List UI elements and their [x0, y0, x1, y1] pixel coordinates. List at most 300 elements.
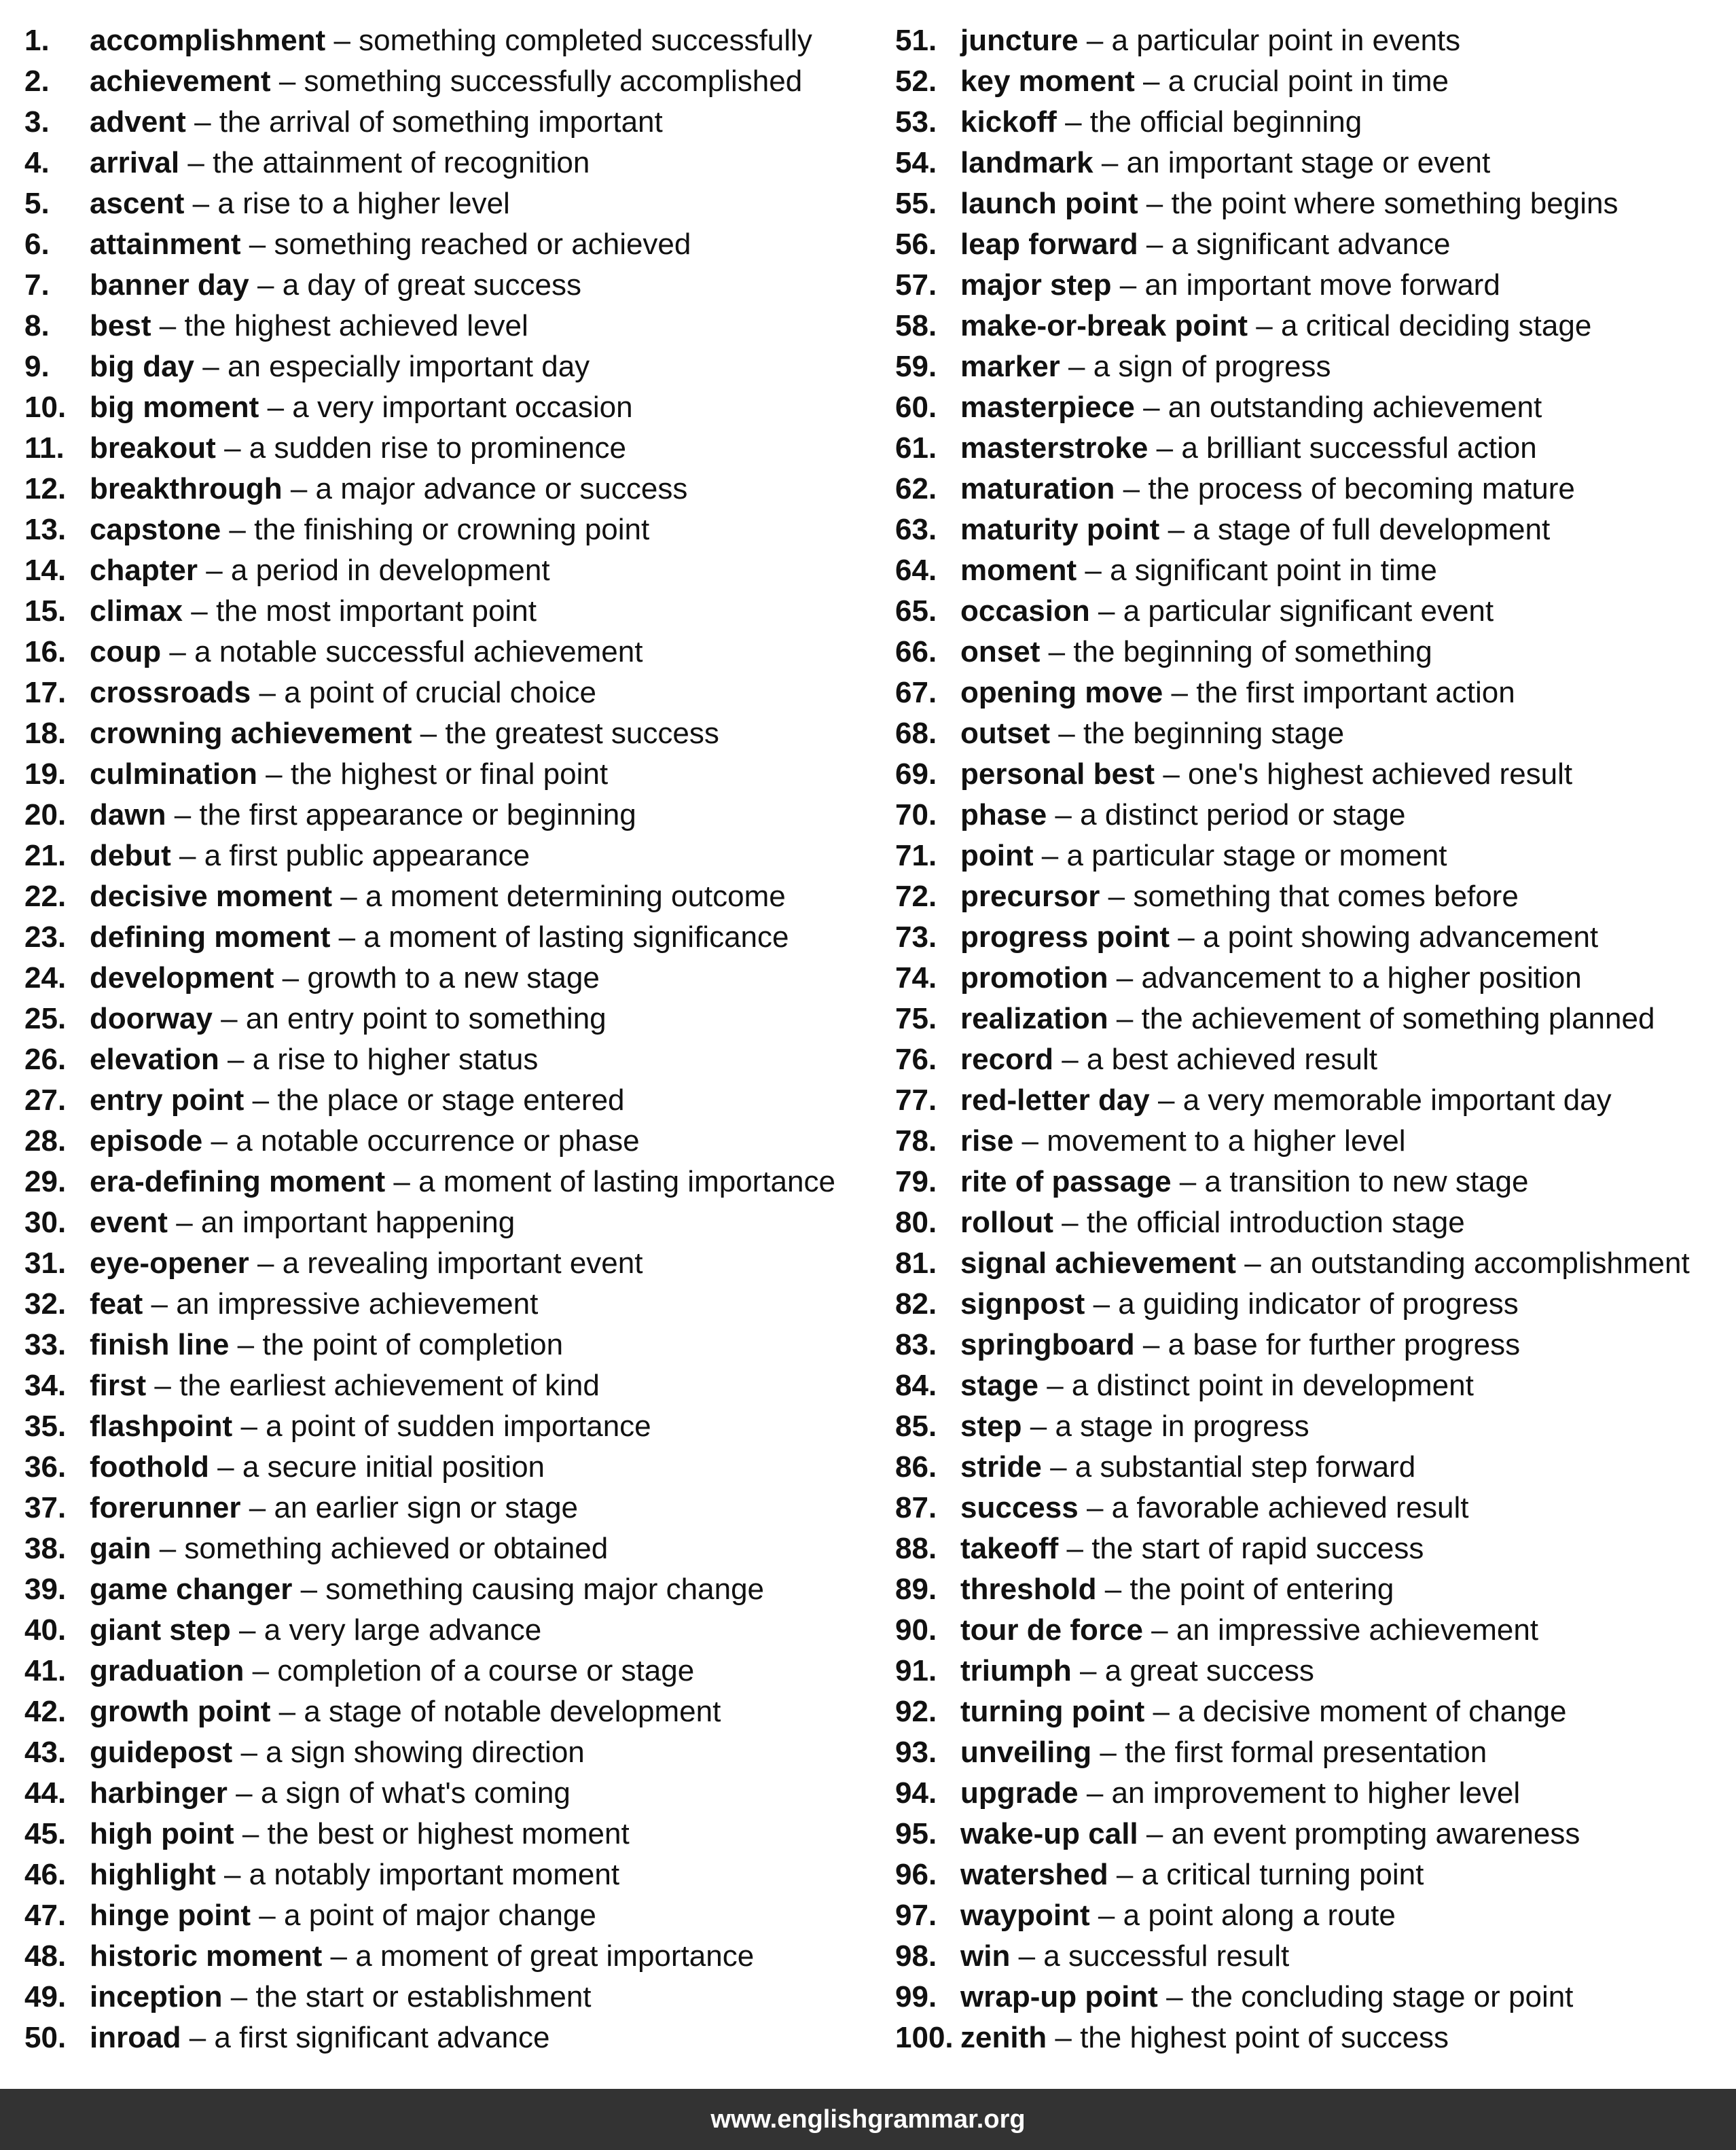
item-number: 41. [24, 1654, 67, 1687]
item-number: 5. [24, 187, 50, 220]
list-item [24, 1610, 867, 1651]
item-number: 66. [895, 635, 937, 668]
item-definition: a best achieved result [1086, 1043, 1377, 1076]
list-item [24, 102, 867, 143]
item-term: breakthrough [90, 472, 283, 505]
item-definition: the arrival of something important [219, 105, 663, 139]
item-definition: a critical turning point [1141, 1858, 1424, 1891]
item-number: 99. [895, 1980, 937, 2013]
list-item [24, 1162, 867, 1202]
list-item [895, 1651, 1724, 1691]
item-separator: – [1153, 1695, 1170, 1728]
item-number: 33. [24, 1328, 67, 1361]
list-item [24, 2018, 867, 2058]
list-item [895, 550, 1724, 591]
item-separator: – [1018, 1939, 1036, 1973]
item-definition: a moment determining outcome [365, 880, 786, 913]
item-definition: the finishing or crowning point [254, 513, 650, 546]
item-separator: – [1098, 1899, 1115, 1932]
item-number: 36. [24, 1450, 67, 1484]
item-definition: a guiding indicator of progress [1118, 1287, 1519, 1321]
list-item [895, 591, 1724, 632]
item-term: occasion [960, 594, 1090, 628]
item-number: 28. [24, 1124, 67, 1158]
item-term: finish line [90, 1328, 230, 1361]
item-number: 6. [24, 228, 50, 261]
list-item [24, 836, 867, 876]
item-number: 73. [895, 920, 937, 954]
item-number: 1. [24, 24, 50, 57]
item-definition: the place or stage entered [277, 1083, 625, 1117]
item-definition: an important stage or event [1126, 146, 1491, 179]
item-definition: one's highest achieved result [1188, 757, 1573, 791]
item-term: best [90, 309, 151, 342]
list-item [895, 387, 1724, 428]
item-separator: – [290, 472, 308, 505]
item-number: 20. [24, 798, 67, 831]
item-term: accomplishment [90, 24, 326, 57]
list-item [24, 876, 867, 917]
item-definition: a very large advance [264, 1613, 542, 1647]
item-term: dawn [90, 798, 166, 831]
item-term: elevation [90, 1043, 219, 1076]
list-item [895, 1284, 1724, 1325]
item-number: 68. [895, 717, 937, 750]
item-definition: a stage of full development [1193, 513, 1551, 546]
item-definition: the highest or final point [290, 757, 609, 791]
list-item [24, 469, 867, 509]
item-term: zenith [960, 2021, 1047, 2054]
item-term: phase [960, 798, 1047, 831]
item-term: tour de force [960, 1613, 1143, 1647]
item-term: culmination [90, 757, 257, 791]
item-definition: the first appearance or beginning [199, 798, 636, 831]
item-definition: the first important action [1196, 676, 1515, 709]
item-definition: a stage of notable development [304, 1695, 721, 1728]
item-term: highlight [90, 1858, 216, 1891]
item-term: maturity point [960, 513, 1160, 546]
item-term: coup [90, 635, 162, 668]
list-item [24, 224, 867, 265]
item-separator: – [333, 24, 350, 57]
item-term: rise [960, 1124, 1014, 1158]
item-separator: – [206, 554, 223, 587]
item-number: 65. [895, 594, 937, 628]
item-number: 42. [24, 1695, 67, 1728]
item-number: 96. [895, 1858, 937, 1891]
item-term: precursor [960, 880, 1100, 913]
item-definition: completion of a course or stage [277, 1654, 695, 1687]
item-term: signal achievement [960, 1247, 1236, 1280]
item-definition: a notably important moment [249, 1858, 620, 1891]
list-item [24, 1936, 867, 1977]
list-item [895, 876, 1724, 917]
item-number: 79. [895, 1165, 937, 1198]
list-item [895, 346, 1724, 387]
footer-website-link[interactable]: www.englishgrammar.org [0, 2089, 1736, 2150]
item-number: 100. [895, 2021, 954, 2054]
item-separator: – [1021, 1124, 1039, 1158]
list-item [895, 61, 1724, 102]
item-term: arrival [90, 146, 180, 179]
list-item [24, 183, 867, 224]
item-term: feat [90, 1287, 143, 1321]
item-number: 17. [24, 676, 67, 709]
item-term: flashpoint [90, 1410, 233, 1443]
item-term: watershed [960, 1858, 1108, 1891]
item-definition: a decisive moment of change [1178, 1695, 1567, 1728]
list-item [895, 1773, 1724, 1814]
item-term: first [90, 1369, 147, 1402]
right-column [895, 20, 1724, 2058]
list-item [895, 1365, 1724, 1406]
list-item [24, 387, 867, 428]
item-separator: – [1055, 798, 1072, 831]
item-separator: – [236, 1776, 253, 1810]
left-column [24, 20, 867, 2058]
item-separator: – [1151, 1613, 1168, 1647]
item-separator: – [1098, 594, 1115, 628]
list-item [895, 1977, 1724, 2018]
item-definition: a particular point in events [1111, 24, 1461, 57]
item-definition: a point of sudden importance [266, 1410, 651, 1443]
item-definition: a point showing advancement [1202, 920, 1599, 954]
item-separator: – [1244, 1247, 1261, 1280]
item-number: 75. [895, 1002, 937, 1035]
item-separator: – [1041, 839, 1059, 872]
item-number: 23. [24, 920, 67, 954]
list-item [24, 1651, 867, 1691]
item-term: growth point [90, 1695, 271, 1728]
item-term: giant step [90, 1613, 231, 1647]
item-separator: – [267, 391, 285, 424]
item-term: key moment [960, 65, 1135, 98]
item-separator: – [187, 146, 204, 179]
item-definition: a moment of lasting importance [418, 1165, 835, 1198]
item-definition: an improvement to higher level [1111, 1776, 1521, 1810]
item-term: stage [960, 1369, 1038, 1402]
item-definition: a transition to new stage [1204, 1165, 1529, 1198]
list-item [895, 306, 1724, 346]
item-definition: a critical deciding stage [1280, 309, 1592, 342]
item-number: 67. [895, 676, 937, 709]
item-term: win [960, 1939, 1011, 1973]
item-definition: a notable successful achievement [194, 635, 643, 668]
item-definition: an outstanding achievement [1168, 391, 1542, 424]
item-term: harbinger [90, 1776, 228, 1810]
item-separator: – [179, 839, 196, 872]
item-number: 46. [24, 1858, 67, 1891]
item-number: 87. [895, 1491, 937, 1524]
item-separator: – [1086, 1776, 1104, 1810]
item-separator: – [1100, 1736, 1117, 1769]
item-term: forerunner [90, 1491, 241, 1524]
item-definition: something causing major change [325, 1573, 765, 1606]
item-separator: – [1101, 146, 1119, 179]
item-separator: – [340, 880, 357, 913]
list-item [24, 1691, 867, 1732]
list-item [24, 632, 867, 673]
item-number: 89. [895, 1573, 937, 1606]
item-number: 84. [895, 1369, 937, 1402]
item-separator: – [211, 1124, 228, 1158]
item-definition: the highest point of success [1080, 2021, 1449, 2054]
list-item [895, 1243, 1724, 1284]
item-number: 4. [24, 146, 50, 179]
item-separator: – [221, 1002, 238, 1035]
item-definition: a particular stage or moment [1066, 839, 1447, 872]
item-definition: the beginning of something [1073, 635, 1432, 668]
item-term: make-or-break point [960, 309, 1248, 342]
item-term: threshold [960, 1573, 1097, 1606]
list-item [895, 1855, 1724, 1895]
item-separator: – [230, 1980, 248, 2013]
list-item [895, 1814, 1724, 1855]
item-term: foothold [90, 1450, 209, 1484]
item-separator: – [1062, 1206, 1079, 1239]
item-term: crossroads [90, 676, 251, 709]
item-separator: – [393, 1165, 410, 1198]
item-definition: a stage in progress [1055, 1410, 1309, 1443]
item-definition: the most important point [215, 594, 537, 628]
item-number: 30. [24, 1206, 67, 1239]
item-term: point [960, 839, 1034, 872]
list-item [895, 1732, 1724, 1773]
list-item [24, 346, 867, 387]
list-item [24, 550, 867, 591]
item-definition: a moment of great importance [355, 1939, 755, 1973]
item-definition: a successful result [1043, 1939, 1290, 1973]
list-item [24, 20, 867, 61]
item-definition: something that comes before [1133, 880, 1519, 913]
list-item [895, 102, 1724, 143]
list-item [895, 265, 1724, 306]
list-item [24, 1039, 867, 1080]
item-term: onset [960, 635, 1041, 668]
list-item [24, 306, 867, 346]
item-term: crowning achievement [90, 717, 412, 750]
item-definition: a brilliant successful action [1181, 431, 1537, 465]
item-number: 54. [895, 146, 937, 179]
item-separator: – [1055, 2021, 1072, 2054]
item-definition: the first formal presentation [1125, 1736, 1487, 1769]
item-separator: – [1158, 1083, 1175, 1117]
item-separator: – [240, 1736, 257, 1769]
item-definition: an important happening [200, 1206, 516, 1239]
item-term: masterpiece [960, 391, 1135, 424]
item-number: 40. [24, 1613, 67, 1647]
item-number: 18. [24, 717, 67, 750]
item-definition: a distinct point in development [1071, 1369, 1474, 1402]
item-term: marker [960, 350, 1060, 383]
item-separator: – [154, 1369, 171, 1402]
list-item [24, 1243, 867, 1284]
item-definition: a crucial point in time [1168, 65, 1449, 98]
list-item [24, 1488, 867, 1528]
item-separator: – [1116, 1002, 1134, 1035]
list-item [24, 1365, 867, 1406]
item-definition: a distinct period or stage [1080, 798, 1406, 831]
item-separator: – [1086, 1491, 1104, 1524]
item-number: 91. [895, 1654, 937, 1687]
list-item [24, 1732, 867, 1773]
list-item [24, 713, 867, 754]
list-item [24, 1814, 867, 1855]
list-item [24, 1202, 867, 1243]
item-definition: a base for further progress [1168, 1328, 1521, 1361]
item-number: 69. [895, 757, 937, 791]
item-number: 71. [895, 839, 937, 872]
item-term: stride [960, 1450, 1042, 1484]
item-number: 34. [24, 1369, 67, 1402]
item-term: inroad [90, 2021, 181, 2054]
item-definition: something achieved or obtained [184, 1532, 609, 1565]
item-term: kickoff [960, 105, 1057, 139]
item-definition: a rise to a higher level [217, 187, 510, 220]
item-term: banner day [90, 268, 249, 302]
list-item [895, 713, 1724, 754]
item-separator: – [192, 187, 210, 220]
list-item [24, 1284, 867, 1325]
item-separator: – [330, 1939, 347, 1973]
item-separator: – [1086, 24, 1104, 57]
item-definition: a significant point in time [1110, 554, 1437, 587]
item-term: major step [960, 268, 1112, 302]
item-term: ascent [90, 187, 185, 220]
item-separator: – [257, 268, 274, 302]
item-term: defining moment [90, 920, 331, 954]
item-definition: a rise to higher status [252, 1043, 539, 1076]
item-definition: an outstanding accomplishment [1269, 1247, 1690, 1280]
item-separator: – [252, 1083, 270, 1117]
item-definition: something completed successfully [359, 24, 812, 57]
item-separator: – [1047, 1369, 1064, 1402]
item-number: 85. [895, 1410, 937, 1443]
list-item [24, 509, 867, 550]
item-number: 14. [24, 554, 67, 587]
item-term: record [960, 1043, 1053, 1076]
item-term: landmark [960, 146, 1093, 179]
item-term: red-letter day [960, 1083, 1150, 1117]
item-definition: an event prompting awareness [1171, 1817, 1580, 1850]
list-item [895, 428, 1724, 469]
item-number: 15. [24, 594, 67, 628]
item-separator: – [278, 1695, 296, 1728]
item-number: 90. [895, 1613, 937, 1647]
item-separator: – [338, 920, 356, 954]
list-item [895, 999, 1724, 1039]
item-term: eye-opener [90, 1247, 249, 1280]
item-term: event [90, 1206, 168, 1239]
list-item [24, 428, 867, 469]
item-definition: the earliest achievement of kind [179, 1369, 600, 1402]
list-item [895, 143, 1724, 183]
item-separator: – [300, 1573, 318, 1606]
item-definition: a substantial step forward [1074, 1450, 1416, 1484]
item-definition: a point along a route [1123, 1899, 1396, 1932]
item-number: 7. [24, 268, 50, 302]
item-separator: – [239, 1613, 256, 1647]
list-item [24, 958, 867, 999]
item-definition: a sign of progress [1093, 350, 1331, 383]
item-number: 13. [24, 513, 67, 546]
item-definition: a major advance or success [315, 472, 688, 505]
list-item [895, 509, 1724, 550]
list-item [24, 1325, 867, 1365]
item-number: 70. [895, 798, 937, 831]
item-number: 93. [895, 1736, 937, 1769]
item-separator: – [194, 105, 211, 139]
item-definition: a significant advance [1171, 228, 1451, 261]
item-separator: – [240, 1410, 257, 1443]
item-number: 48. [24, 1939, 67, 1973]
item-definition: a period in development [230, 554, 550, 587]
item-separator: – [217, 1450, 234, 1484]
item-definition: something reached or achieved [274, 228, 691, 261]
item-number: 45. [24, 1817, 67, 1850]
item-number: 21. [24, 839, 67, 872]
item-number: 76. [895, 1043, 937, 1076]
item-definition: an entry point to something [245, 1002, 607, 1035]
item-separator: – [1123, 472, 1140, 505]
item-number: 77. [895, 1083, 937, 1117]
item-separator: – [1156, 431, 1174, 465]
list-item [895, 1936, 1724, 1977]
item-definition: advancement to a higher position [1141, 961, 1582, 995]
item-definition: the achievement of something planned [1141, 1002, 1655, 1035]
list-item [895, 1080, 1724, 1121]
list-item [895, 20, 1724, 61]
item-term: success [960, 1491, 1079, 1524]
item-separator: – [176, 1206, 193, 1239]
list-item [24, 1121, 867, 1162]
item-number: 82. [895, 1287, 937, 1321]
list-item [895, 1895, 1724, 1936]
item-separator: – [1171, 676, 1188, 709]
item-separator: – [1093, 1287, 1110, 1321]
item-number: 31. [24, 1247, 67, 1280]
list-item [895, 1691, 1724, 1732]
item-number: 44. [24, 1776, 67, 1810]
item-term: opening move [960, 676, 1163, 709]
item-separator: – [1030, 1410, 1047, 1443]
list-item [895, 1162, 1724, 1202]
item-separator: – [1080, 1654, 1097, 1687]
item-number: 49. [24, 1980, 67, 2013]
list-item [895, 917, 1724, 958]
item-definition: a very important occasion [292, 391, 633, 424]
item-term: launch point [960, 187, 1138, 220]
item-definition: a sudden rise to prominence [249, 431, 627, 465]
item-separator: – [1068, 350, 1085, 383]
list-item [24, 143, 867, 183]
item-definition: the concluding stage or point [1191, 1980, 1574, 2013]
item-term: waypoint [960, 1899, 1090, 1932]
item-definition: the official beginning [1089, 105, 1362, 139]
list-item [24, 1406, 867, 1447]
item-separator: – [1066, 1532, 1083, 1565]
list-item [24, 999, 867, 1039]
item-separator: – [249, 1491, 266, 1524]
item-number: 62. [895, 472, 937, 505]
item-term: realization [960, 1002, 1108, 1035]
list-item [24, 265, 867, 306]
list-item [895, 183, 1724, 224]
item-term: episode [90, 1124, 203, 1158]
item-term: moment [960, 554, 1077, 587]
item-definition: a favorable achieved result [1111, 1491, 1469, 1524]
item-term: wrap-up point [960, 1980, 1158, 2013]
